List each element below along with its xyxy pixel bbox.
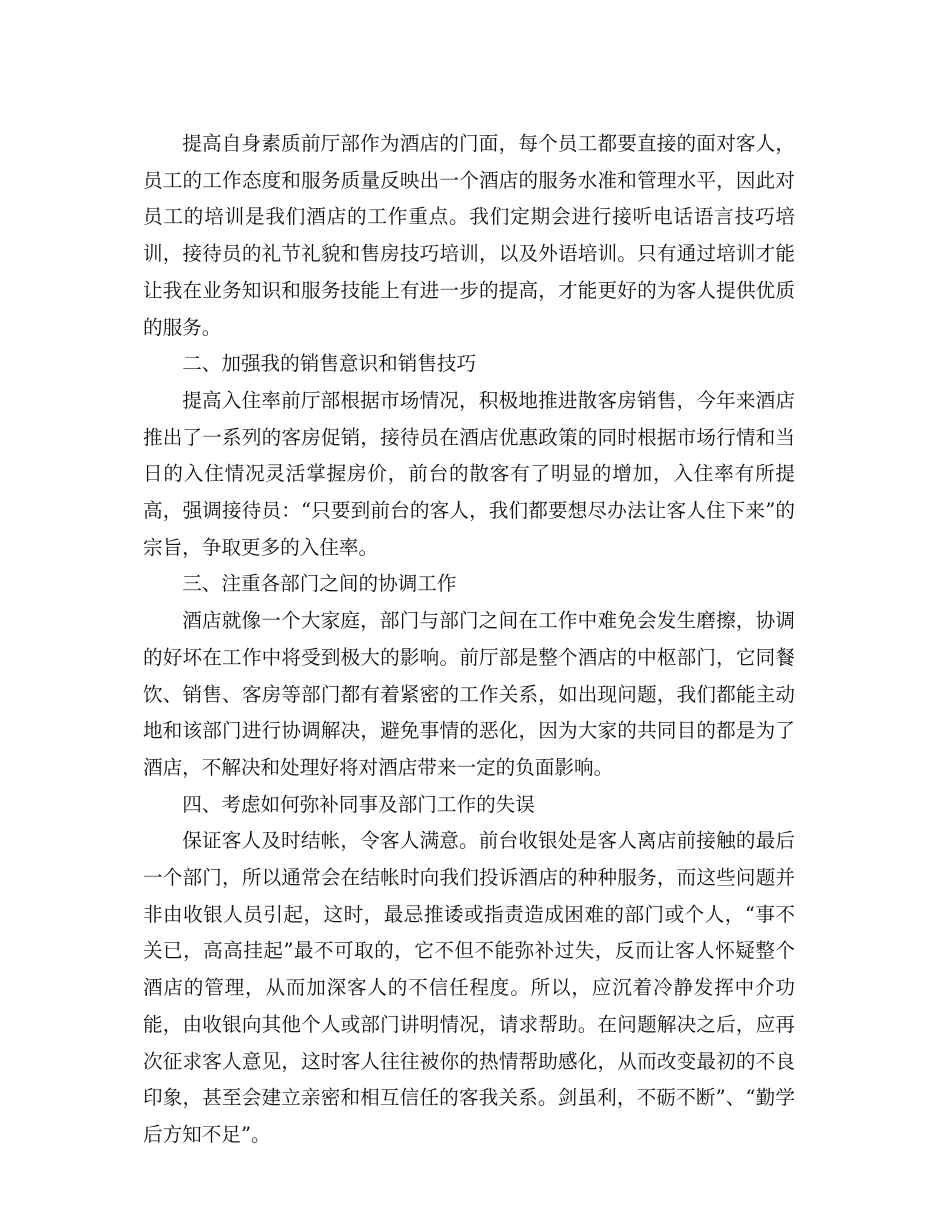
paragraph-checkout: 保证客人及时结帐，令客人满意。前台收银处是客人离店前接触的最后一个部门，所以通常会在结帐时向我们投诉酒店的种种服务，而这些问题并非由收银人员引起，这时，最忌推诿或指责造成困难的部门或个人，“事不关已，高高挂起”最不可取的，它不但不能弥补过失，反而让客人怀疑整个酒店的管理，从而加深客人的不信任程度。所以，应沉着冷静发挥中介功能，由收银向其他个人或部门讲明情况，请求帮助。在问题解决之后，应再次征求客人意见，这时客人往往被你的热情帮助感化，从而改变最初的不良印象，甚至会建立亲密和相互信任的客我关系。剑虽利，不砺不断”、“勤学后方知不足”。 [143,829,795,1146]
paragraph-coordination: 酒店就像一个大家庭，部门与部门之间在工作中难免会发生磨擦，协调的好坏在工作中将受到极大的影响。前厅部是整个酒店的中枢部门，它同餐饮、销售、客房等部门都有着紧密的工作关系，如出现问题，我们都能主动地和该部门进行协调解决，避免事情的恶化，因为大家的共同目的都是为了酒店，不解决和处理好将对酒店带来一定的负面影响。 [143,609,795,779]
section-heading-sales: 二、加强我的销售意识和销售技巧 [182,352,477,376]
section-heading-mistakes: 四、考虑如何弥补同事及部门工作的失误 [182,792,535,816]
section-heading-coordination: 三、注重各部门之间的协调工作 [182,572,457,596]
paragraph-self-improvement: 提高自身素质前厅部作为酒店的门面，每个员工都要直接的面对客人，员工的工作态度和服务质量反映出一个酒店的服务水准和管理水平，因此对员工的培训是我们酒店的工作重点。我们定期会进行接听电话语言技巧培训，接待员的礼节礼貌和售房技巧培训，以及外语培训。只有通过培训才能让我在业务知识和服务技能上有进一步的提高，才能更好的为客人提供优质的服务。 [143,132,795,339]
document-body [143,126,795,1154]
paragraph-occupancy: 提高入住率前厅部根据市场情况，积极地推进散客房销售，今年来酒店推出了一系列的客房促销，接待员在酒店优惠政策的同时根据市场行情和当日的入住情况灵活掌握房价，前台的散客有了明显的增加，入住率有所提高，强调接待员：“只要到前台的客人，我们都要想尽办法让客人住下来”的宗旨，争取更多的入住率。 [143,388,795,559]
